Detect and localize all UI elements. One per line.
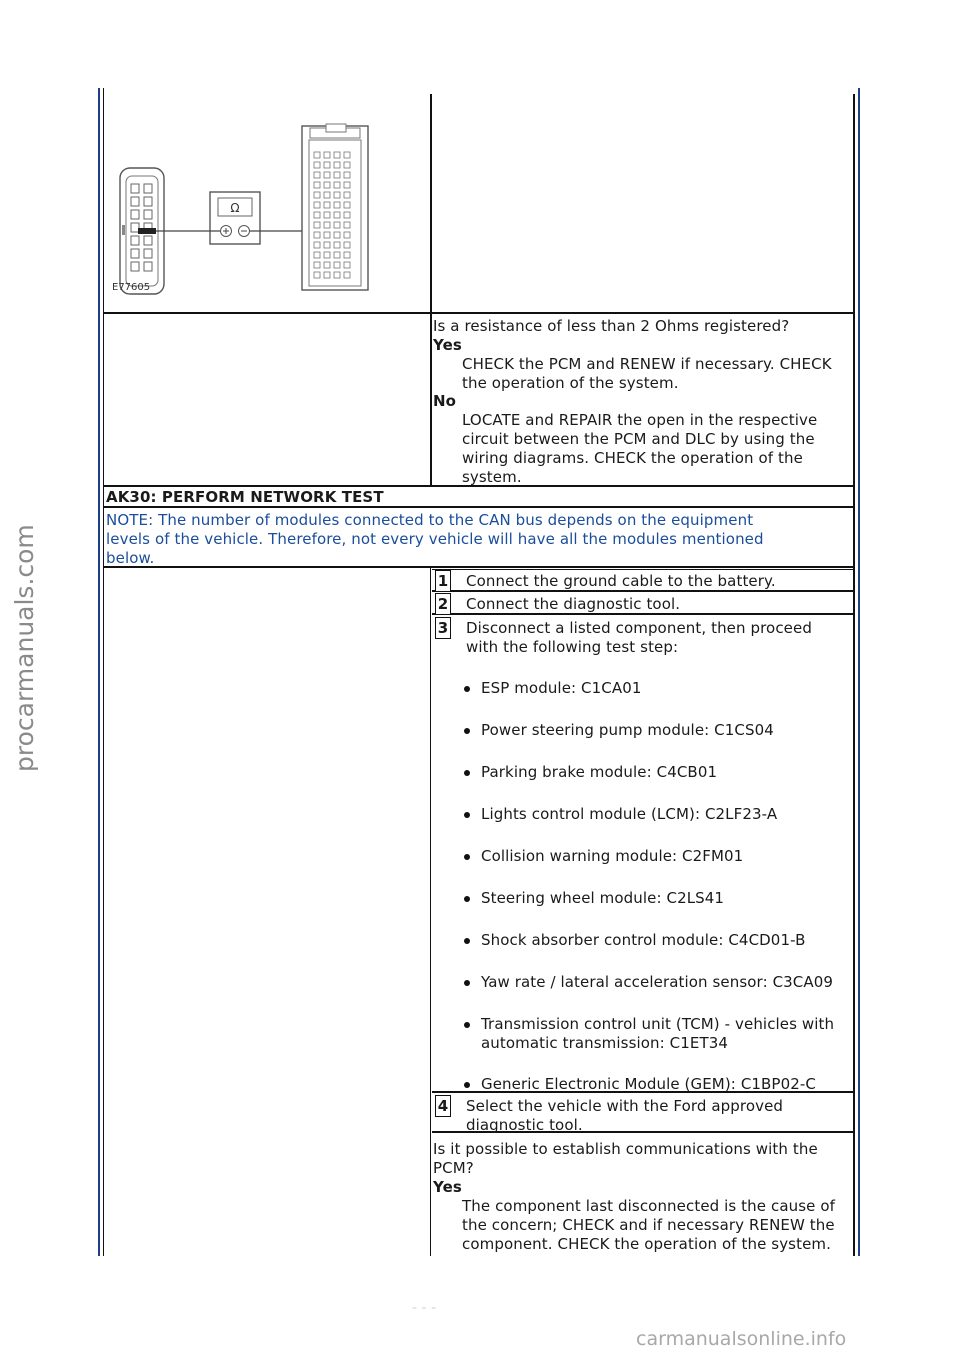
section-title: AK30: PERFORM NETWORK TEST: [106, 488, 384, 506]
rule-note-bottom: [104, 566, 855, 568]
resistance-question: Is a resistance of less than 2 Ohms registered?: [433, 317, 790, 335]
list-bullet: [464, 1082, 470, 1088]
component-item: Lights control module (LCM): C2LF23-A: [481, 805, 778, 823]
resistance-no-line: LOCATE and REPAIR the open in the respective: [462, 411, 818, 429]
connector-diagram: [106, 100, 428, 310]
component-item: Steering wheel module: C2LS41: [481, 889, 725, 907]
resistance-no-line: wiring diagrams. CHECK the operation of the: [462, 449, 803, 467]
step-1-text: Connect the ground cable to the battery.: [466, 572, 776, 590]
page-border-left-inner: [103, 88, 104, 1256]
column-divider-lower: [430, 567, 431, 1256]
section-note-line: levels of the vehicle. Therefore, not every vehicle will have all the modules mentioned: [106, 530, 764, 548]
list-bullet: [464, 812, 470, 818]
page-border-right-inner: [853, 94, 855, 1256]
component-item: Yaw rate / lateral acceleration sensor: C3CA09: [481, 973, 834, 991]
page-number: - - -: [412, 1300, 437, 1316]
list-bullet: [464, 728, 470, 734]
step-number-3: 3: [435, 617, 451, 639]
svg-text:Ω: Ω: [230, 201, 240, 215]
component-item: Generic Electronic Module (GEM): C1BP02-C: [481, 1075, 816, 1093]
resistance-no-line: system.: [462, 468, 522, 486]
resistance-measurement-diagram: [106, 100, 428, 310]
comm-yes-line: component. CHECK the operation of the system.: [462, 1235, 831, 1253]
component-item: Parking brake module: C4CB01: [481, 763, 718, 781]
side-watermark: procarmanuals.com: [10, 524, 39, 772]
step-3-text: with the following test step:: [466, 638, 679, 656]
step-3-text: Disconnect a listed component, then proceed: [466, 619, 812, 637]
section-note-line: NOTE: The number of modules connected to the CAN bus depends on the equipment: [106, 511, 754, 529]
page-border-right-outer: [858, 88, 860, 1256]
component-item: Collision warning module: C2FM01: [481, 847, 744, 865]
rule-figure-bottom: [104, 312, 855, 314]
resistance-yes-label: Yes: [433, 336, 462, 354]
resistance-yes-line: the operation of the system.: [462, 374, 679, 392]
page-border-left-outer: [98, 88, 100, 1256]
list-bullet: [464, 896, 470, 902]
step-number-1: 1: [435, 570, 451, 592]
list-bullet: [464, 854, 470, 860]
footer-watermark: carmanualsonline.info: [636, 1328, 847, 1350]
step-number-4: 4: [435, 1095, 451, 1117]
step-4-text: Select the vehicle with the Ford approved: [466, 1097, 784, 1115]
resistance-no-line: circuit between the PCM and DLC by using the: [462, 430, 815, 448]
list-bullet: [464, 980, 470, 986]
component-item: Shock absorber control module: C4CD01-B: [481, 931, 806, 949]
comm-yes-line: The component last disconnected is the cause of: [462, 1197, 835, 1215]
comm-question: Is it possible to establish communications with the: [433, 1140, 818, 1158]
figure-label: E77605: [112, 282, 151, 293]
resistance-no-label: No: [433, 392, 457, 410]
list-bullet: [464, 1022, 470, 1028]
component-item: Power steering pump module: C1CS04: [481, 721, 774, 739]
comm-question: PCM?: [433, 1159, 474, 1177]
step-4-text: diagnostic tool.: [466, 1116, 583, 1134]
rule-step1-top: [432, 569, 855, 570]
step-2-text: Connect the diagnostic tool.: [466, 595, 681, 613]
comm-yes-label: Yes: [433, 1178, 462, 1196]
component-item: automatic transmission: C1ET34: [481, 1034, 729, 1052]
list-bullet: [464, 770, 470, 776]
list-bullet: [464, 686, 470, 692]
comm-yes-line: the concern; CHECK and if necessary RENEW the: [462, 1216, 835, 1234]
column-divider: [430, 94, 432, 486]
component-item: Transmission control unit (TCM) - vehicles with: [481, 1015, 835, 1033]
component-item: ESP module: C1CA01: [481, 679, 642, 697]
list-bullet: [464, 938, 470, 944]
step-number-2: 2: [435, 593, 451, 615]
resistance-yes-line: CHECK the PCM and RENEW if necessary. CHECK: [462, 355, 832, 373]
section-note-line: below.: [106, 549, 155, 567]
